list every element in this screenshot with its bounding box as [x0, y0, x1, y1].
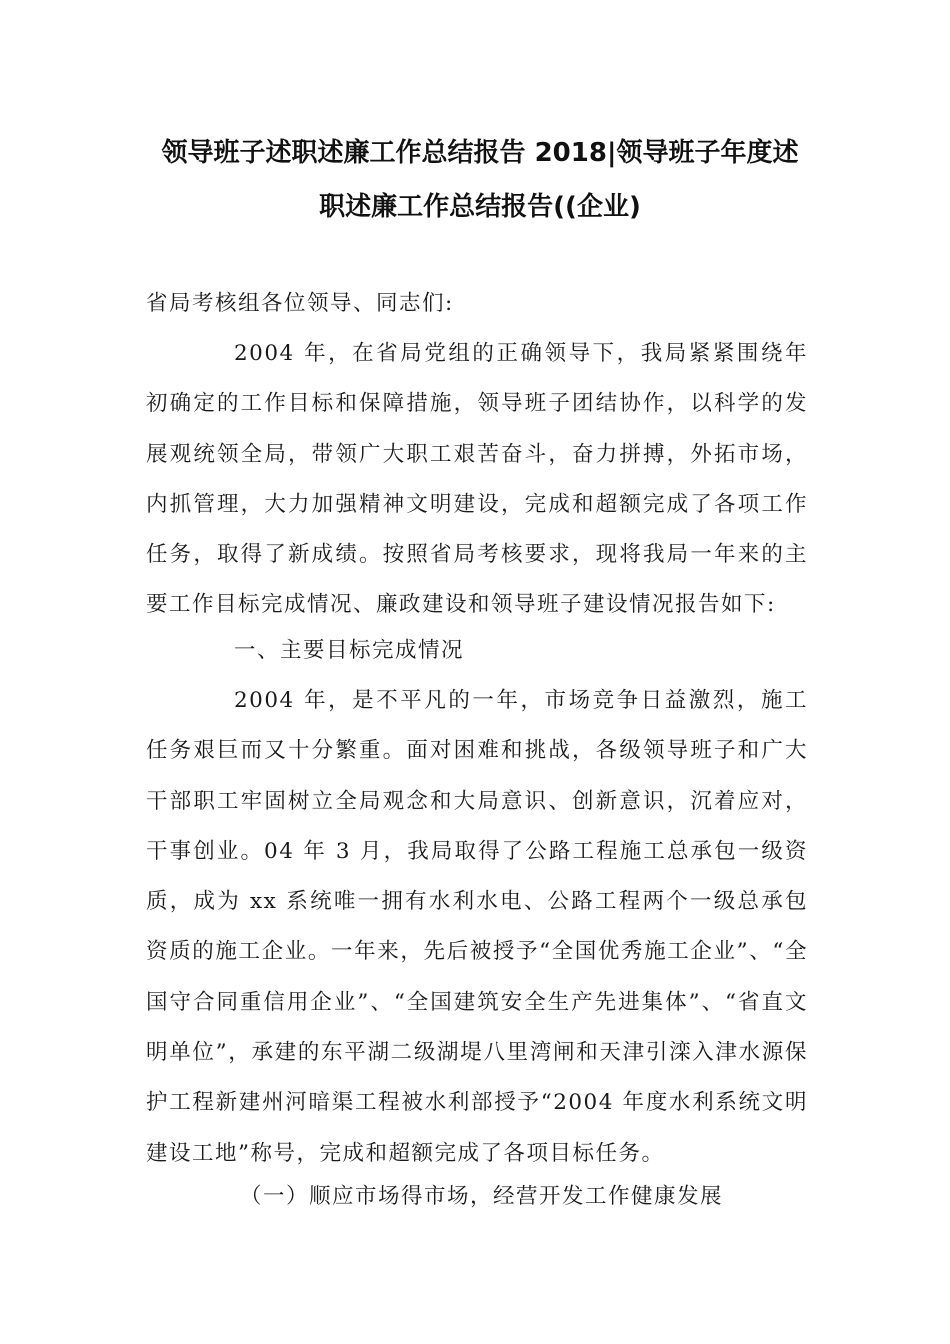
paragraph-2004-review: 2004 年，是不平凡的一年，市场竞争日益激烈，施工任务艰巨而又十分繁重。面对困难和挑战，各级领导班子和广大干部职工牢固树立全局观念和大局意识、创新意识，沉着应对，干事创业。04 年 3 月，我局取得了公路工程施工总承包一级资质，成为 xx 系统唯一拥有水利水电、公路工程两个一级总承包资质的施工企业。一年来，先后被授予“全国优秀施工企业”、“全国守合同重信用企业”、“全国建筑安全生产先进集体”、“省直文明单位”，承建的东平湖二级湖堤八里湾闸和天津引滦入津水源保护工程新建州河暗渠工程被水利部授予“2004 年度水利系统文明建设工地”称号，完成和超额完成了各项目标任务。: [146, 688, 808, 1166]
document-title-line-1: 领导班子述职述廉工作总结报告 2018|领导班子年度述: [161, 138, 799, 168]
paragraph-introduction: 2004 年，在省局党组的正确领导下，我局紧紧围绕年初确定的工作目标和保障措施，领导班子团结协作，以科学的发展观统领全局，带领广大职工艰苦奋斗，奋力拼搏，外拓市场，内抓管理，大力加强精神文明建设，完成和超额完成了各项工作任务，取得了新成绩。按照省局考核要求，现将我局一年来的主要工作目标完成情况、廉政建设和领导班子建设情况报告如下:: [146, 341, 808, 618]
salutation: 省局考核组各位领导、同志们:: [146, 291, 454, 316]
section-heading-main-goals: 一、主要目标完成情况: [234, 638, 465, 663]
subsection-heading-market: （一）顺应市场得市场，经营开发工作健康发展: [240, 1184, 724, 1209]
document-title-line-2: 职述廉工作总结报告((企业): [319, 192, 641, 222]
